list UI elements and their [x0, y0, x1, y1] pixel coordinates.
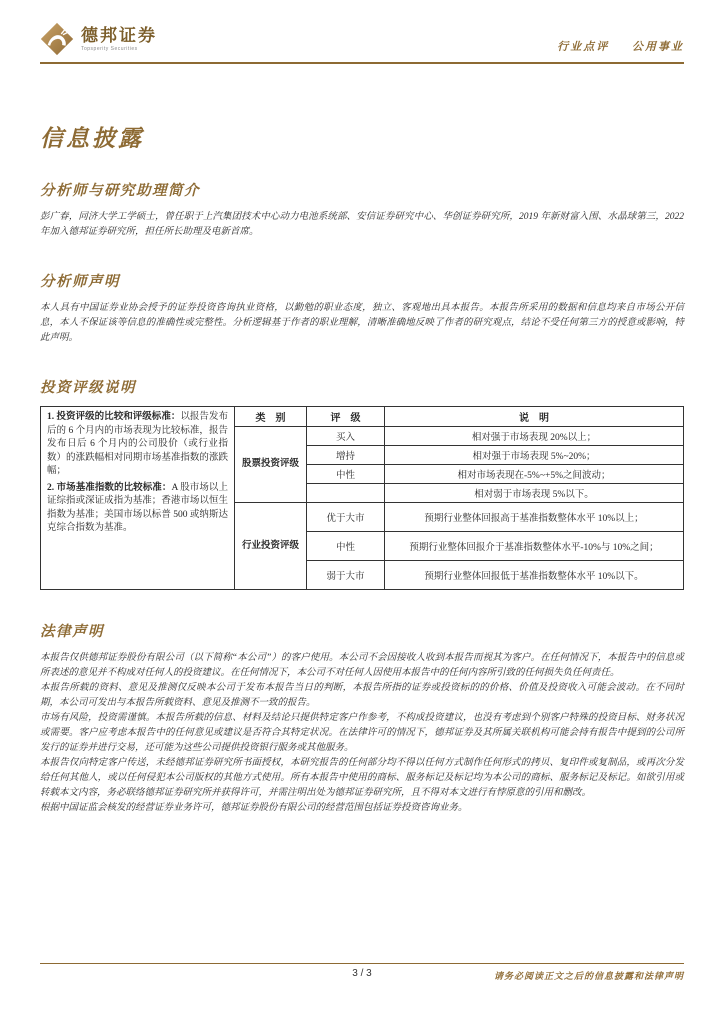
rating-table	[40, 406, 684, 590]
desc-cell: 预期行业整体回报高于基准指数整体水平 10%以上；	[385, 503, 684, 532]
report-category: 行业点评	[557, 41, 610, 53]
section-heading-legal: 法律声明	[40, 624, 104, 640]
desc-cell: 相对弱于市场表现 5%以下。	[385, 484, 684, 503]
note-title: 投资评级的比较和评级标准：	[56, 412, 181, 422]
column-header-grade: 评 级	[307, 407, 385, 427]
brand-subtitle: Topsperity Securities	[81, 45, 138, 52]
section-heading-rating: 投资评级说明	[40, 380, 136, 396]
legal-paragraph: 本报告所载的资料、意见及推测仅反映本公司于发布本报告当日的判断，本报告所指的证券或投资标的的价格、价值及投资收入可能会波动。在不同时期，本公司可发出与本报告所载资料、意见及推测不一致的报告。	[40, 683, 684, 708]
report-type-label	[557, 38, 684, 56]
deer-logo-icon	[40, 22, 74, 56]
page-number: 3 / 3	[352, 968, 372, 979]
industry-rating-label: 行业投资评级	[235, 503, 307, 590]
page-header	[40, 14, 684, 56]
desc-cell: 相对强于市场表现 5%~20%；	[385, 446, 684, 465]
note-title: 市场基准指数的比较标准：	[56, 482, 172, 493]
analyst-statement-text	[40, 301, 684, 346]
paragraph: 本人具有中国证券业协会授予的证券投资咨询执业资格，以勤勉的职业态度，独立、客观地出具本报告。本报告所采用的数据和信息均来自市场公开信息，本人不保证该等信息的准确性或完整性。分析逻辑基于作者的职业理解，清晰准确地反映了作者的研究观点，结论不受任何第三方的授意或影响，特此声明。	[40, 303, 684, 343]
footer-notice: 请务必阅读正文之后的信息披露和法律声明	[493, 971, 684, 981]
rating-note-1	[47, 411, 228, 479]
brand-name: 德邦证券	[81, 25, 157, 45]
desc-cell: 相对强于市场表现 20%以上；	[385, 427, 684, 446]
desc-cell: 预期行业整体回报介于基准指数整体水平-10%与 10%之间；	[385, 532, 684, 561]
legal-paragraph: 市场有风险，投资需谨慎。本报告所载的信息、材料及结论只提供特定客户作参考，不构成投资建议，也没有考虑到个别客户特殊的投资目标、财务状况或需要。客户应考虑本报告中的任何意见或建议是否符合其特定状况。在法律许可的情况下，德邦证券及其所属关联机构可能会持有报告中提到的公司所发行的证券并进行交易，还可能为这些公司提供投资银行服务或其他服务。	[40, 713, 684, 753]
section-heading-analyst-statement: 分析师声明	[40, 274, 120, 290]
column-header-category: 类 别	[235, 407, 307, 427]
footer-row	[40, 968, 684, 984]
grade-cell: 增持	[307, 446, 385, 465]
analyst-intro-text	[40, 210, 684, 240]
rating-notes-cell	[41, 407, 235, 590]
brand-text	[81, 27, 157, 52]
grade-cell: 买入	[307, 427, 385, 446]
note-body: A 股市场以上证综指或深证成指为基准；香港市场以恒生指数为基准；美国市场以标普 500 或纳斯达克综合指数为基准。	[47, 482, 229, 533]
desc-cell: 相对市场表现在-5%~+5%之间波动；	[385, 465, 684, 484]
note-body: 以报告发布后的 6 个月内的市场表现为比较标准，报告发布日后 6 个月内的公司股价（或行业指数）的涨跌幅相对同期市场基准指数的涨跌幅；	[47, 412, 228, 476]
page-footer	[40, 957, 684, 984]
rating-note-2	[47, 482, 228, 536]
page-title: 信息披露	[40, 126, 144, 151]
legal-text	[40, 651, 684, 816]
note-num: 2.	[47, 482, 55, 493]
grade-cell: 中性	[307, 465, 385, 484]
desc-cell: 预期行业整体回报低于基准指数整体水平 10%以下。	[385, 561, 684, 590]
legal-paragraph: 本报告仅向特定客户传送，未经德邦证券研究所书面授权，本研究报告的任何部分均不得以任何方式制作任何形式的拷贝、复印件或复制品，或再次分发给任何其他人，或以任何侵犯本公司版权的其他方式使用。所有本报告中使用的商标、服务标记及标记均为本公司的商标、服务标记及标记。如欲引用或转载本文内容，务必联络德邦证券研究所并获得许可，并需注明出处为德邦证券研究所，且不得对本文进行有悖原意的引用和删改。	[40, 758, 684, 798]
legal-paragraph: 根据中国证监会核发的经营证券业务许可，德邦证券股份有限公司的经营范围包括证券投资咨询业务。	[40, 803, 468, 813]
section-heading-analyst-intro: 分析师与研究助理简介	[40, 183, 200, 199]
paragraph: 彭广春，同济大学工学硕士，曾任职于上汽集团技术中心动力电池系统部、安信证券研究中心、华创证券研究所，2019 年新财富入围、水晶球第三，2022 年加入德邦证券研究所，担任所长助理及电新首席。	[40, 212, 684, 237]
grade-cell: 优于大市	[307, 503, 385, 532]
grade-cell: 中性	[307, 532, 385, 561]
stock-rating-label: 股票投资评级	[235, 427, 307, 503]
grade-cell	[307, 484, 385, 503]
header-divider	[40, 62, 684, 64]
report-industry: 公用事业	[632, 41, 684, 53]
brand-logo	[40, 22, 157, 56]
column-header-desc: 说 明	[385, 407, 684, 427]
grade-cell: 弱于大市	[307, 561, 385, 590]
note-num: 1.	[47, 412, 55, 422]
footer-divider	[40, 963, 684, 964]
table-header-row	[41, 407, 684, 427]
legal-paragraph: 本报告仅供德邦证券股份有限公司（以下简称“本公司”）的客户使用。本公司不会因接收人收到本报告而视其为客户。在任何情况下，本报告中的信息或所表述的意见并不构成对任何人的投资建议。在任何情况下，本公司不对任何人因使用本报告中的任何内容所引致的任何损失负任何责任。	[40, 653, 684, 678]
